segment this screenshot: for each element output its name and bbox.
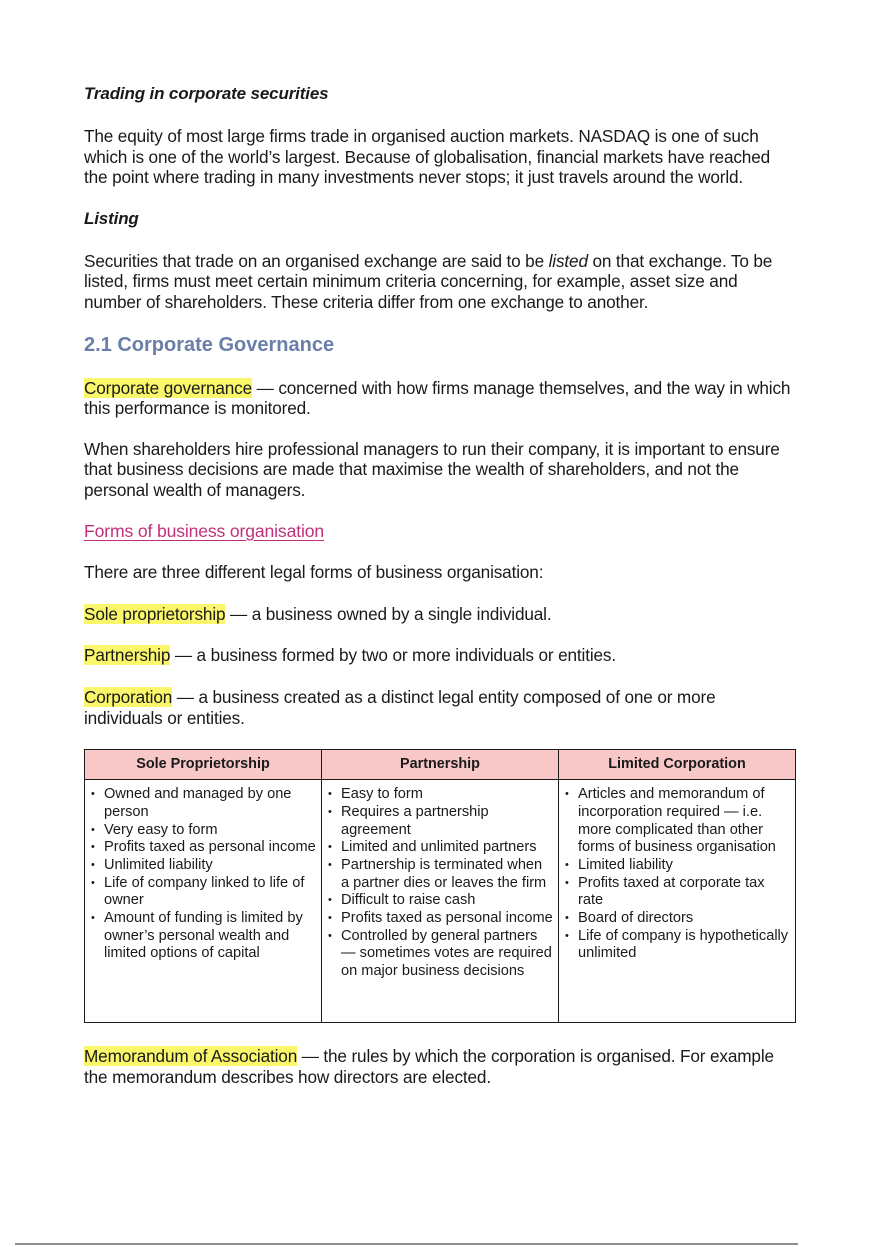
list-item: • Life of company linked to life of owner [91,875,317,910]
list-item: • Profits taxed as personal income [91,839,317,857]
forms-link-row [84,521,796,542]
list-item: • Profits taxed as personal income [328,910,554,928]
cell-sole-proprietorship [85,780,322,1023]
list-item: • Articles and memorandum of incorporation required — i.e. more complicated than other forms of business organisation [565,786,791,857]
partnership-list [328,786,554,981]
memorandum-def-text: — the rules by which the corporation is organised. For example the memorandum describes how directors are elected. [84,1046,774,1087]
list-item: • Limited liability [565,857,791,875]
memorandum-definition [84,1046,796,1087]
list-item: • Requires a partnership agreement [328,804,554,839]
listing-text-cont: on that exchange. To be listed, firms must meet certain minimum criteria concerning, for example, asset size and number of shareholders. These criteria differ from one exchange to another. [84,250,773,312]
listed-emphasis: listed [548,250,588,271]
term-partnership: Partnership [84,645,171,666]
list-item: • Difficult to raise cash [328,892,554,910]
list-item: • Limited and unlimited partners [328,839,554,857]
sole-proprietorship-list [91,786,317,963]
term-sole-proprietorship: Sole proprietorship [84,603,226,624]
definition-corporation [84,687,796,728]
def-text: — a business formed by two or more individuals or entities. [170,645,616,666]
governance-def-text: — concerned with how firms manage themselves, and the way in which this performance is monitored. [84,377,791,419]
trading-heading: Trading in corporate securities [84,84,329,103]
governance-term: Corporate governance [84,377,253,398]
list-item: • Owned and managed by one person [91,786,317,821]
cell-limited-corporation [559,780,796,1023]
forms-intro: There are three different legal forms of business organisation: [84,562,544,583]
listing-paragraph [84,251,796,313]
list-item: • Very easy to form [91,822,317,840]
list-item: • Controlled by general partners — sometimes votes are required on major business decisions [328,928,554,981]
cell-partnership [322,780,559,1023]
trading-paragraph: The equity of most large firms trade in organised auction markets. NASDAQ is one of such which is one of the world’s largest. Because of globalisation, financial markets have reached the point where trading in many investments never stops; it just travels around the world. [84,126,771,188]
shareholders-paragraph: When shareholders hire professional managers to run their company, it is important to ensure that business decisions are made that maximise the wealth of shareholders, and not the personal wealth of managers. [84,438,780,500]
list-item: • Life of company is hypothetically unlimited [565,928,791,963]
section-title: 2.1 Corporate Governance [84,333,335,356]
listing-heading: Listing [84,208,139,228]
list-item: • Partnership is terminated when a partner dies or leaves the firm [328,857,554,892]
business-forms-table [84,749,796,1023]
list-item: • Profits taxed at corporate tax rate [565,875,791,910]
forms-of-business-link[interactable]: Forms of business organisation [84,520,324,541]
def-text: — a business owned by a single individual. [225,603,552,624]
list-item: • Unlimited liability [91,857,317,875]
header-partnership: Partnership [322,750,559,780]
header-sole-proprietorship: Sole Proprietorship [85,750,322,780]
term-memorandum-of-association: Memorandum of Association [84,1046,298,1067]
listing-text: Securities that trade on an organised exchange are said to be [84,250,549,271]
document-page [84,84,796,1087]
definition-sole-proprietorship [84,604,796,625]
def-text: — a business created as a distinct legal entity composed of one or more individuals or entities. [84,686,716,728]
definition-partnership [84,645,796,666]
list-item: • Board of directors [565,910,791,928]
list-item: • Easy to form [328,786,554,804]
table-header-row [85,750,796,780]
limited-corporation-list [565,786,791,963]
term-corporation: Corporation [84,686,173,707]
list-item: • Amount of funding is limited by owner’s personal wealth and limited options of capital [91,910,317,963]
governance-definition [84,378,796,419]
footer-divider [15,1243,798,1245]
header-limited-corporation: Limited Corporation [559,750,796,780]
table-row [85,780,796,1023]
